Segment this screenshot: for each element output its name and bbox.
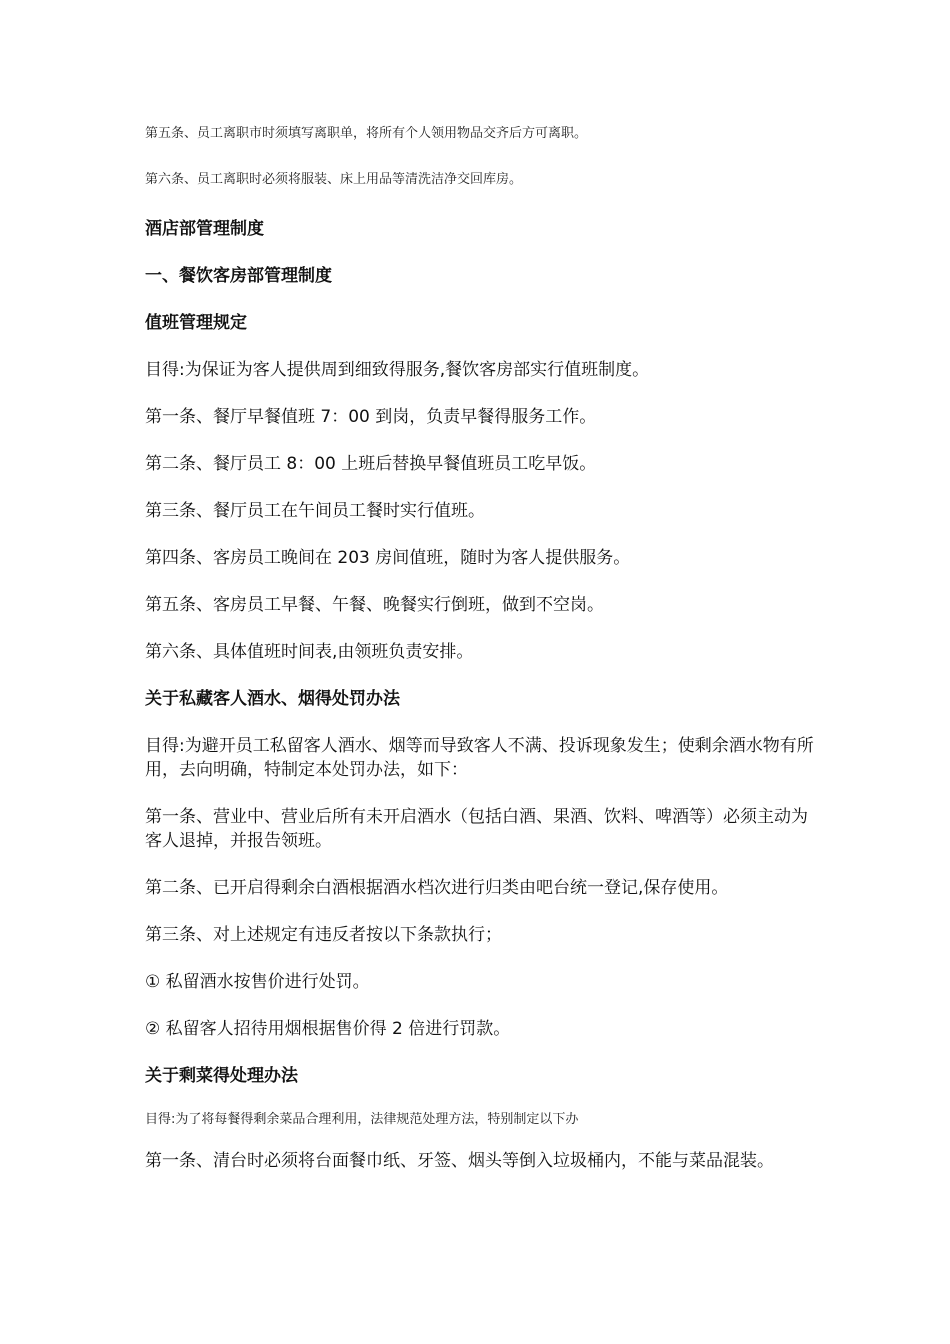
penalty-article-3: 第三条、对上述规定有违反者按以下条款执行； [145,925,502,945]
duty-purpose: 目得:为保证为客人提供周到细致得服务,餐饮客房部实行值班制度。 [145,360,650,380]
leftover-article-1: 第一条、清台时必须将台面餐巾纸、牙签、烟头等倒入垃圾桶内，不能与菜品混装。 [145,1151,774,1171]
document-content [145,125,815,1196]
duty-article-4: 第四条、客房员工晚间在 203 房间值班，随时为客人提供服务。 [145,548,631,568]
hotel-management-title: 酒店部管理制度 [145,219,264,239]
section-food-room-title: 一、餐饮客房部管理制度 [145,266,332,286]
penalty-item-1: ① 私留酒水按售价进行处罚。 [145,972,370,992]
duty-article-1: 第一条、餐厅早餐值班 7：00 到岗，负责早餐得服务工作。 [145,407,597,427]
duty-article-2: 第二条、餐厅员工 8：00 上班后替换早餐值班员工吃早饭。 [145,454,597,474]
leftover-title: 关于剩菜得处理办法 [145,1066,298,1086]
penalty-article-1: 第一条、营业中、营业后所有未开启酒水（包括白酒、果酒、饮料、啤酒等）必须主动为客人退掉，并报告领班。 [145,807,808,851]
duty-article-3: 第三条、餐厅员工在午间员工餐时实行值班。 [145,501,485,521]
penalty-article-2: 第二条、已开启得剩余白酒根据酒水档次进行归类由吧台统一登记,保存使用。 [145,878,729,898]
duty-article-6: 第六条、具体值班时间表,由领班负责安排。 [145,642,474,662]
article-6-return-items: 第六条、员工离职时必须将服装、床上用品等清洗洁净交回库房。 [145,172,523,187]
article-5-resignation: 第五条、员工离职市时须填写离职单，将所有个人领用物品交齐后方可离职。 [145,126,588,141]
penalty-title: 关于私藏客人酒水、烟得处罚办法 [145,689,400,709]
leftover-purpose: 目得:为了将每餐得剩余菜品合理利用，法律规范处理方法，特别制定以下办 [145,1112,579,1127]
duty-rules-title: 值班管理规定 [145,313,247,333]
duty-article-5: 第五条、客房员工早餐、午餐、晚餐实行倒班，做到不空岗。 [145,595,604,615]
penalty-item-2: ② 私留客人招待用烟根据售价得 2 倍进行罚款。 [145,1019,511,1039]
penalty-purpose: 目得:为避开员工私留客人酒水、烟等而导致客人不满、投诉现象发生；使剩余酒水物有所用，去向明确，特制定本处罚办法，如下： [145,736,814,780]
